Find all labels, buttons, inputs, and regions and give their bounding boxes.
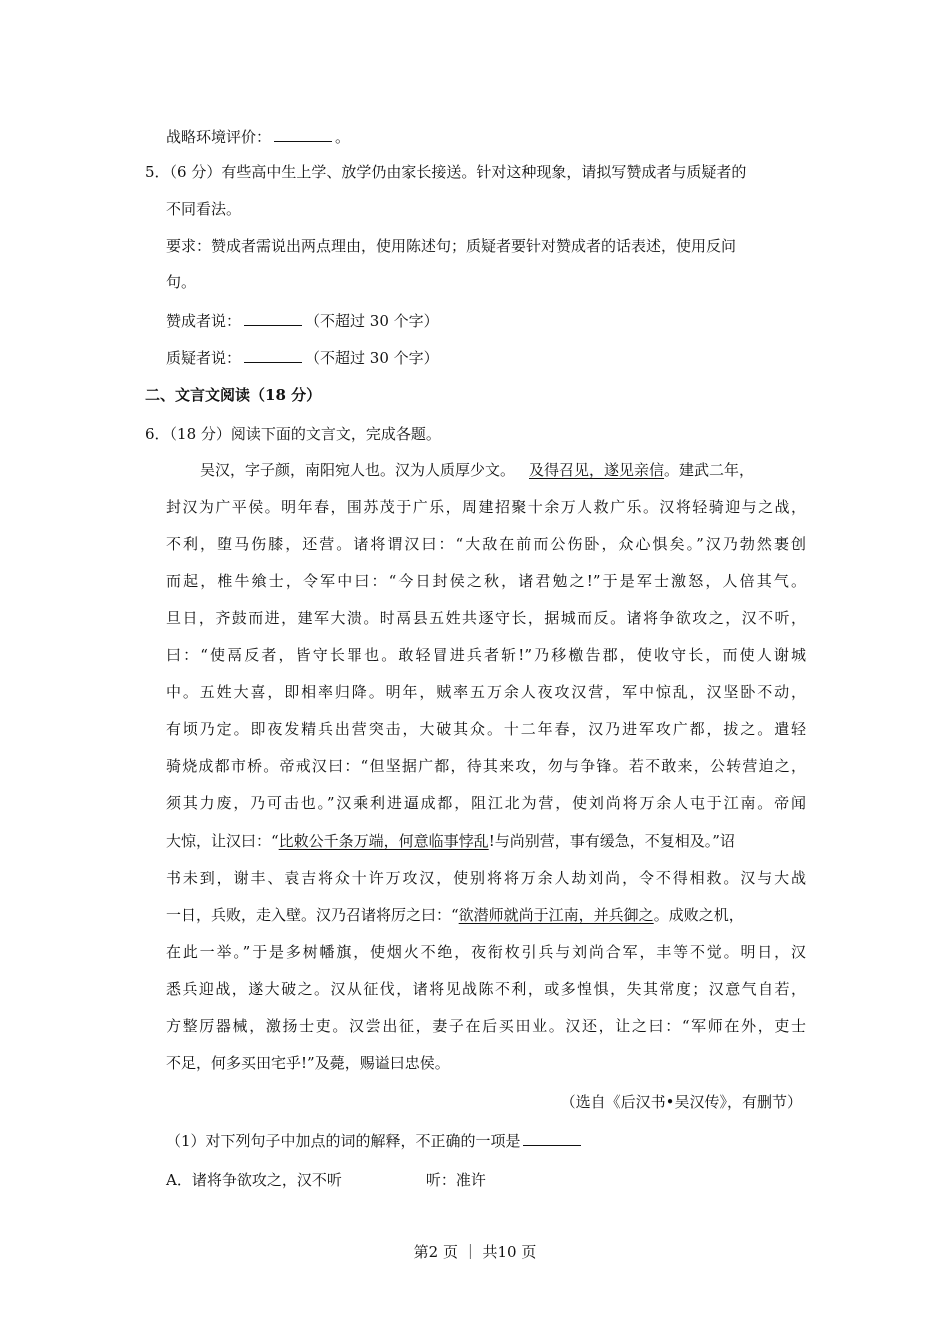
strategy-eval-label: 战略环境评价： — [166, 128, 272, 146]
q6-sub1: （1）对下列句子中加点的词的解释，不正确的一项是 — [166, 1131, 581, 1151]
supporter-note: （不超过 30 个字） — [305, 312, 439, 330]
passage-source: （选自《后汉书•吴汉传》，有删节） — [560, 1093, 802, 1111]
passage-line-12: 书未到，谢丰、袁吉将众十许万攻汉，使别将将万余人劫刘尚，令不得相救。汉与大战 — [166, 869, 806, 887]
strategy-eval-blank[interactable] — [274, 127, 332, 142]
passage-line-14: 在此一举。”于是多树幡旗，使烟火不绝，夜衔枚引兵与刘尚合军，丰等不觉。明日，汉 — [166, 943, 806, 961]
section2-heading: 二、文言文阅读（18 分） — [145, 386, 322, 404]
option-a-meaning: 听：准许 — [425, 1171, 486, 1189]
passage-line-3: 不利，堕马伤膝，还营。诸将谓汉曰：“大敌在前而公伤卧，众心惧矣。”汉乃勃然裹创 — [166, 535, 806, 553]
supporter-label: 赞成者说： — [166, 312, 242, 330]
passage-line-15: 悉兵迎战，遂大破之。汉从征伐，诸将见战陈不利，或多惶惧，失其常度；汉意气自若， — [166, 980, 806, 998]
passage-line-13: 一日，兵败，走入壁。汉乃召诸将厉之曰：“欲潜师就尚于江南，并兵御之。成败之机， — [166, 906, 744, 924]
passage-line-4: 而起，椎牛飨士，令军中曰：“今日封侯之秋，诸君勉之!”于是军士激怒，人倍其气。 — [166, 572, 806, 590]
passage-line-8: 有顷乃定。即夜发精兵出营突击，大破其众。十二年春，汉乃进军攻广都，拔之。遣轻 — [166, 720, 806, 738]
q5-supporter-line — [166, 311, 439, 331]
passage-line-1: 吴汉，字子颜，南阳宛人也。汉为人质厚少文。 及得召见，遂见亲信。建武二年， — [200, 461, 755, 479]
doubter-note: （不超过 30 个字） — [305, 349, 439, 367]
option-a[interactable] — [166, 1170, 486, 1190]
q5-requirement-1: 要求：赞成者需说出两点理由，使用陈述句；质疑者要针对赞成者的话表述，使用反问 — [166, 237, 737, 255]
supporter-answer-blank[interactable] — [244, 311, 302, 326]
q5-doubter-line — [166, 348, 439, 368]
strategy-eval-end: 。 — [335, 128, 351, 146]
passage-line-9: 骑烧成都市桥。帝戒汉曰：“但坚据广都，待其来攻，勿与争锋。若不敢来，公转营迫之， — [166, 757, 806, 775]
passage-line-7: 中。五姓大喜，即相率归降。明年，贼率五万余人夜攻汉营，军中惊乱，汉坚卧不动， — [166, 683, 806, 701]
sub1-answer-blank[interactable] — [523, 1131, 581, 1146]
q5-line1: 5．（6 分）有些高中生上学、放学仍由家长接送。针对这种现象，请拟写赞成者与质疑者的 — [145, 163, 747, 181]
passage-line-5: 旦日，齐鼓而进，建军大溃。时鬲县五姓共逐守长，据城而反。诸将争欲攻之，汉不听， — [166, 609, 806, 627]
doubter-label: 质疑者说： — [166, 349, 242, 367]
underlined-sentence-2: 比敕公千条万端，何意临事悖乱 — [278, 832, 489, 850]
underlined-sentence-3: 欲潜师就尚于江南，并兵御之 — [458, 906, 654, 924]
page-footer: 第2 页 ｜ 共10 页 — [413, 1243, 537, 1261]
q5-requirement-2: 句。 — [166, 273, 197, 291]
doubter-answer-blank[interactable] — [244, 348, 302, 363]
underlined-sentence-1: 及得召见，遂见亲信 — [529, 461, 665, 479]
option-a-text: A．诸将争欲攻之，汉不听 — [166, 1171, 342, 1189]
q5-line2: 不同看法。 — [166, 200, 242, 218]
passage-line-10: 须其力废，乃可击也。”汉乘利进逼成都，阻江北为营，使刘尚将万余人屯于江南。帝闻 — [166, 794, 806, 812]
q6-intro: 6．（18 分）阅读下面的文言文，完成各题。 — [145, 425, 441, 443]
strategy-eval-line — [166, 127, 350, 147]
passage-line-16: 方整厉器械，激扬士吏。汉尝出征，妻子在后买田业。汉还，让之曰：“军师在外，吏士 — [166, 1017, 806, 1035]
passage-line-2: 封汉为广平侯。明年春，围苏茂于广乐，周建招聚十余万人救广乐。汉将轻骑迎与之战， — [166, 498, 806, 516]
passage-line-17: 不足，何多买田宅乎!”及薨，赐谥曰忠侯。 — [166, 1054, 450, 1072]
passage-line-6: 曰：“使鬲反者，皆守长罪也。敢轻冒进兵者斩!”乃移檄告郡，使收守长，而使人谢城 — [166, 646, 806, 664]
passage-line-11: 大惊，让汉曰：“比敕公千条万端，何意临事悖乱!与尚别营，事有缓急，不复相及。”诏 — [166, 832, 735, 850]
